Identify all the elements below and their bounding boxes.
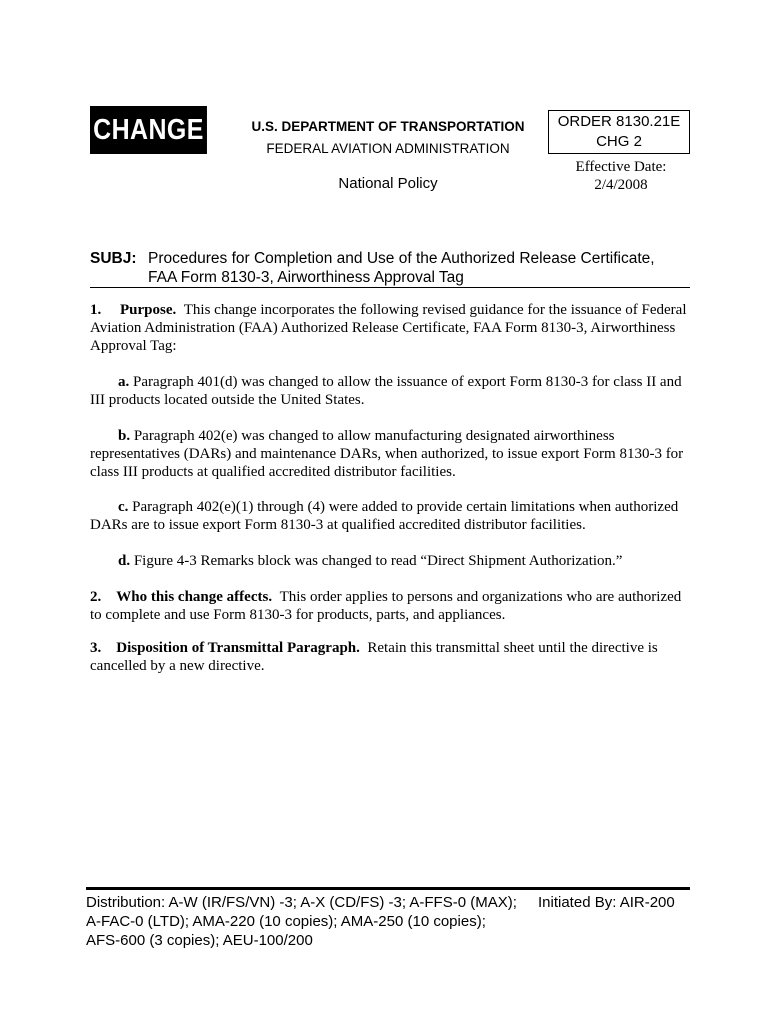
item-label: a. xyxy=(118,374,130,390)
item-c xyxy=(90,498,690,534)
subject-line-1: Procedures for Completion and Use of the Authorized Release Certificate, xyxy=(148,250,655,267)
section-heading: Disposition of Transmittal Paragraph. xyxy=(116,640,360,656)
order-number-box xyxy=(548,110,690,154)
policy-label: National Policy xyxy=(338,175,438,192)
item-label: c. xyxy=(118,499,129,515)
effective-date-block xyxy=(548,158,694,194)
order-number: ORDER 8130.21E xyxy=(557,113,681,130)
subject-line-2: FAA Form 8130-3, Airworthiness Approval Tag xyxy=(148,269,464,286)
item-label: d. xyxy=(118,553,131,569)
item-body: Paragraph 401(d) was changed to allow the issuance of export Form 8130-3 for class II and III products located outside the United States. xyxy=(90,374,682,408)
section-disposition xyxy=(90,639,690,675)
item-b xyxy=(90,427,690,481)
item-label: b. xyxy=(118,428,131,444)
section-who-affects xyxy=(90,588,690,624)
effective-date-value: 2/4/2008 xyxy=(594,177,648,193)
effective-date-label: Effective Date: xyxy=(575,159,667,175)
distribution-block xyxy=(86,893,706,950)
section-heading: Who this change affects. xyxy=(116,589,273,605)
item-body: Paragraph 402(e) was changed to allow manufacturing designated airworthiness representatives (DARs) and maintenance DARs, when authorized, to issue export Form 8130-3 for class III products at qualified accredited distributor facilities. xyxy=(90,428,684,480)
section-number: 3. xyxy=(90,640,102,656)
distribution-line-3: AFS-600 (3 copies); AEU-100/200 xyxy=(86,932,313,949)
distribution-divider xyxy=(86,887,690,890)
section-number: 2. xyxy=(90,589,102,605)
section-body: This change incorporates the following revised guidance for the issuance of Federal Aviation Administration (FAA) Authorized Release Certificate, FAA Form 8130-3, Airworthiness Approval Tag: xyxy=(90,302,687,354)
item-body: Figure 4-3 Remarks block was changed to read “Direct Shipment Authorization.” xyxy=(133,553,623,569)
distribution-line-1: Distribution: A-W (IR/FS/VN) -3; A-X (CD/FS) -3; A-FFS-0 (MAX); xyxy=(86,894,517,911)
agency-block xyxy=(238,116,538,160)
change-number: CHG 2 xyxy=(596,133,642,150)
section-number: 1. xyxy=(90,302,102,318)
section-purpose xyxy=(90,301,690,355)
section-heading: Purpose. xyxy=(120,302,177,318)
department-name: U.S. DEPARTMENT OF TRANSPORTATION xyxy=(251,119,525,134)
subject-divider xyxy=(90,287,690,288)
initiated-by: Initiated By: AIR-200 xyxy=(538,894,675,911)
subject-block xyxy=(90,249,690,287)
section-body: This order applies to persons and organizations who are authorized to complete and use Form 8130-3 for products, parts, and appliances. xyxy=(90,589,682,623)
change-badge: CHANGE xyxy=(90,106,207,154)
item-d xyxy=(90,552,690,570)
item-a xyxy=(90,373,690,409)
section-body: Retain this transmittal sheet until the directive is cancelled by a new directive. xyxy=(90,640,658,674)
distribution-line-2: A-FAC-0 (LTD); AMA-220 (10 copies); AMA-250 (10 copies); xyxy=(86,913,486,930)
subject-label: SUBJ: xyxy=(90,250,137,267)
item-body: Paragraph 402(e)(1) through (4) were added to provide certain limitations when authorized DARs are to issue export Form 8130-3 at qualified accredited distributor facilities. xyxy=(90,499,679,533)
administration-name: FEDERAL AVIATION ADMINISTRATION xyxy=(266,141,510,156)
